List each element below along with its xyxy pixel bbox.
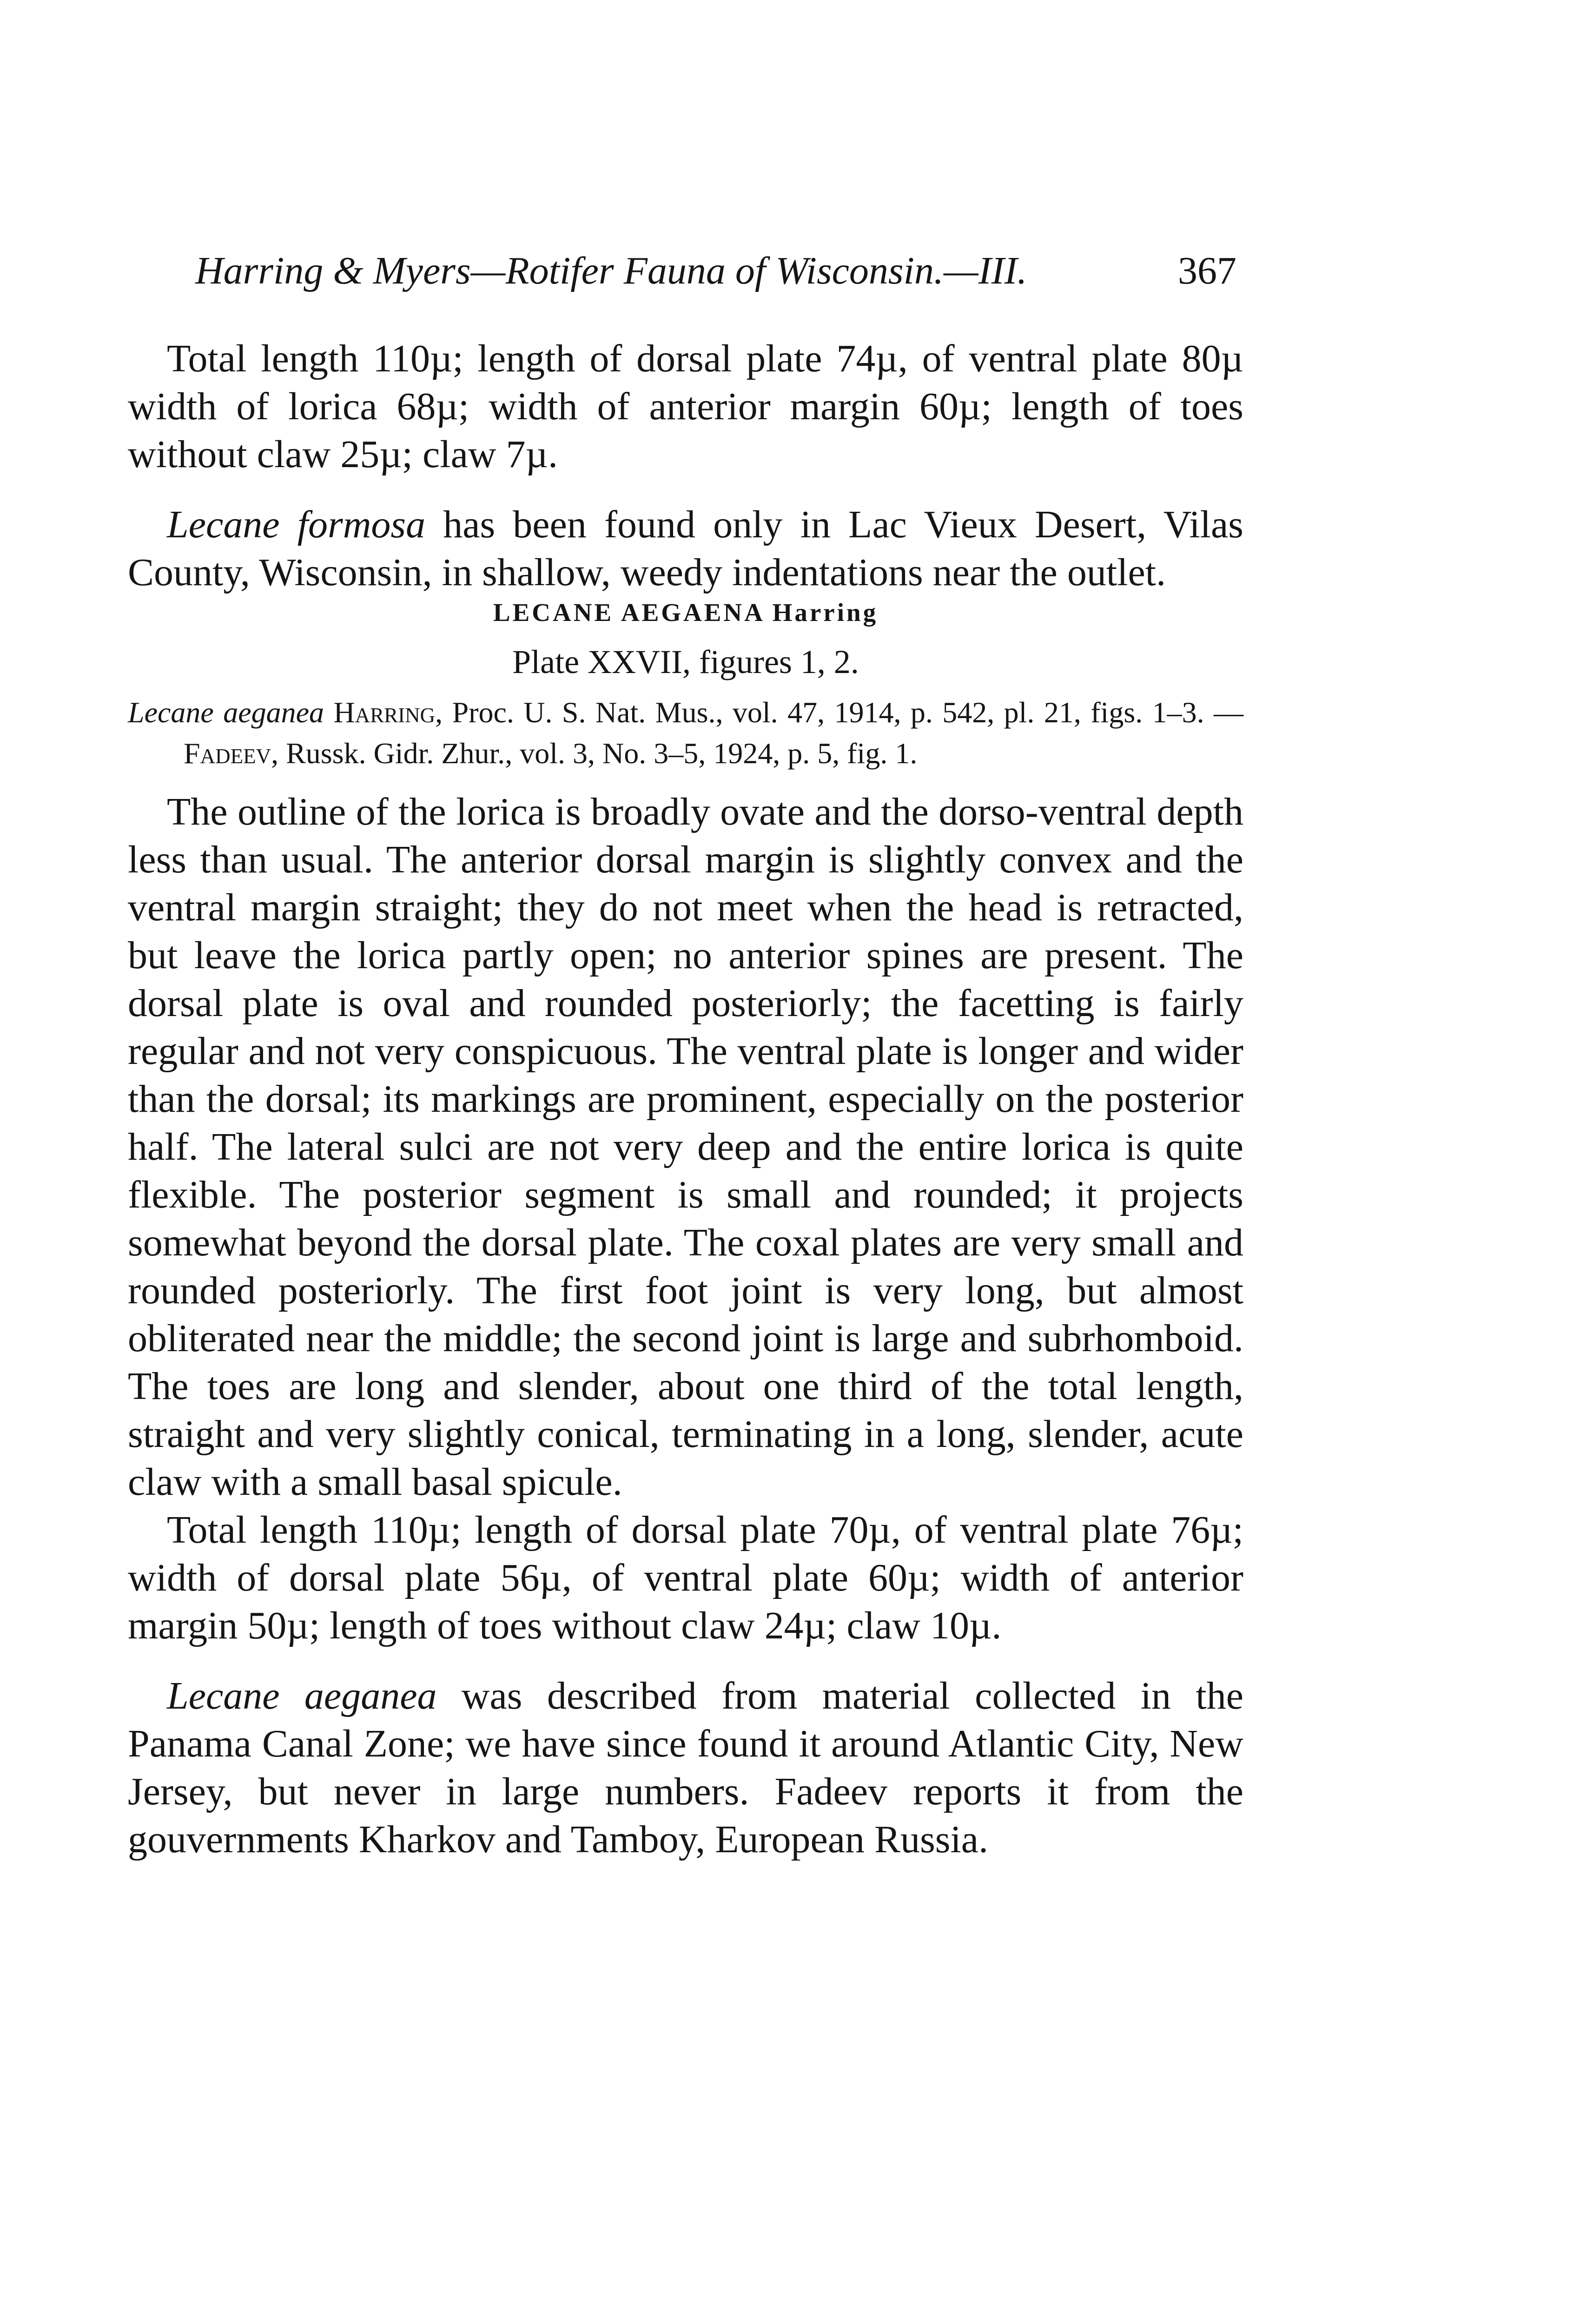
citation-author-fadeev: Fadeev (184, 737, 271, 770)
page-number: 367 (1178, 249, 1236, 292)
text-column (128, 335, 1243, 1863)
synonymy-citation (128, 692, 1243, 774)
species-heading: LECANE AEGAENA Harring (493, 598, 879, 627)
running-head (195, 245, 1236, 297)
plate-reference: Plate XXVII, figures 1, 2. (512, 643, 859, 680)
distribution-paragraph-formosa (128, 501, 1243, 596)
description-paragraph: The outline of the lorica is broadly ovate and the dorso-ventral depth less than usual. The anterior dorsal margin is slightly convex and the ventral margin straight; they do not meet when the head is retracted, but leave the lorica partly open; no anterior spines are present. The dorsal plate is oval and rounded posteriorly; the facetting is fairly regular and not very conspicuous. The ventral plate is longer and wider than the dorsal; its markings are prominent, especially on the posterior half. The lateral sulci are not very deep and the entire lorica is quite flexible. The posterior segment is small and rounded; it projects somewhat beyond the dorsal plate. The coxal plates are very small and rounded posteriorly. The first foot joint is very long, but almost obliterated near the middle; the second joint is large and subrhomboid. The toes are long and slender, about one third of the total length, straight and very slightly conical, terminating in a long, slender, acute claw with a small basal spicule. (128, 790, 1243, 1504)
species-name-formosa: Lecane formosa (167, 503, 426, 546)
citation-species: Lecane aeganea (128, 696, 324, 729)
citation-author-harring: Harring (333, 696, 436, 729)
citation-ref-1: , Proc. U. S. Nat. Mus., vol. 47, 1914, p. 542, pl. 21, figs. 1–3. — (435, 696, 1244, 729)
distribution-text-formosa: has been found only in Lac Vieux Desert, Vilas County, Wisconsin, in shallow, weedy indentations near the outlet. (128, 503, 1243, 594)
measurements-paragraph-aeganea: Total length 110µ; length of dorsal plate 70µ, of ventral plate 76µ; width of dorsal plate 56µ, of ventral plate 60µ; width of anterior margin 50µ; length of toes without claw 24µ; claw 10µ. (128, 1508, 1243, 1647)
citation-ref-2: , Russk. Gidr. Zhur., vol. 3, No. 3–5, 1924, p. 5, fig. 1. (271, 737, 918, 770)
distribution-paragraph-aeganea (128, 1672, 1243, 1863)
distribution-text-aeganea: was described from material collected in the Panama Canal Zone; we have since found it around Atlantic City, New Jersey, but never in large numbers. Fadeev reports it from the gouvernments Kharkov and Tamboy, European Russia. (128, 1674, 1243, 1861)
running-title: Harring & Myers—Rotifer Fauna of Wisconsin.—III. (195, 249, 1027, 292)
species-name-aeganea: Lecane aeganea (167, 1674, 437, 1717)
measurements-paragraph-formosa: Total length 110µ; length of dorsal plate 74µ, of ventral plate 80µ width of lorica 68µ; width of anterior margin 60µ; length of toes without claw 25µ; claw 7µ. (128, 337, 1243, 476)
